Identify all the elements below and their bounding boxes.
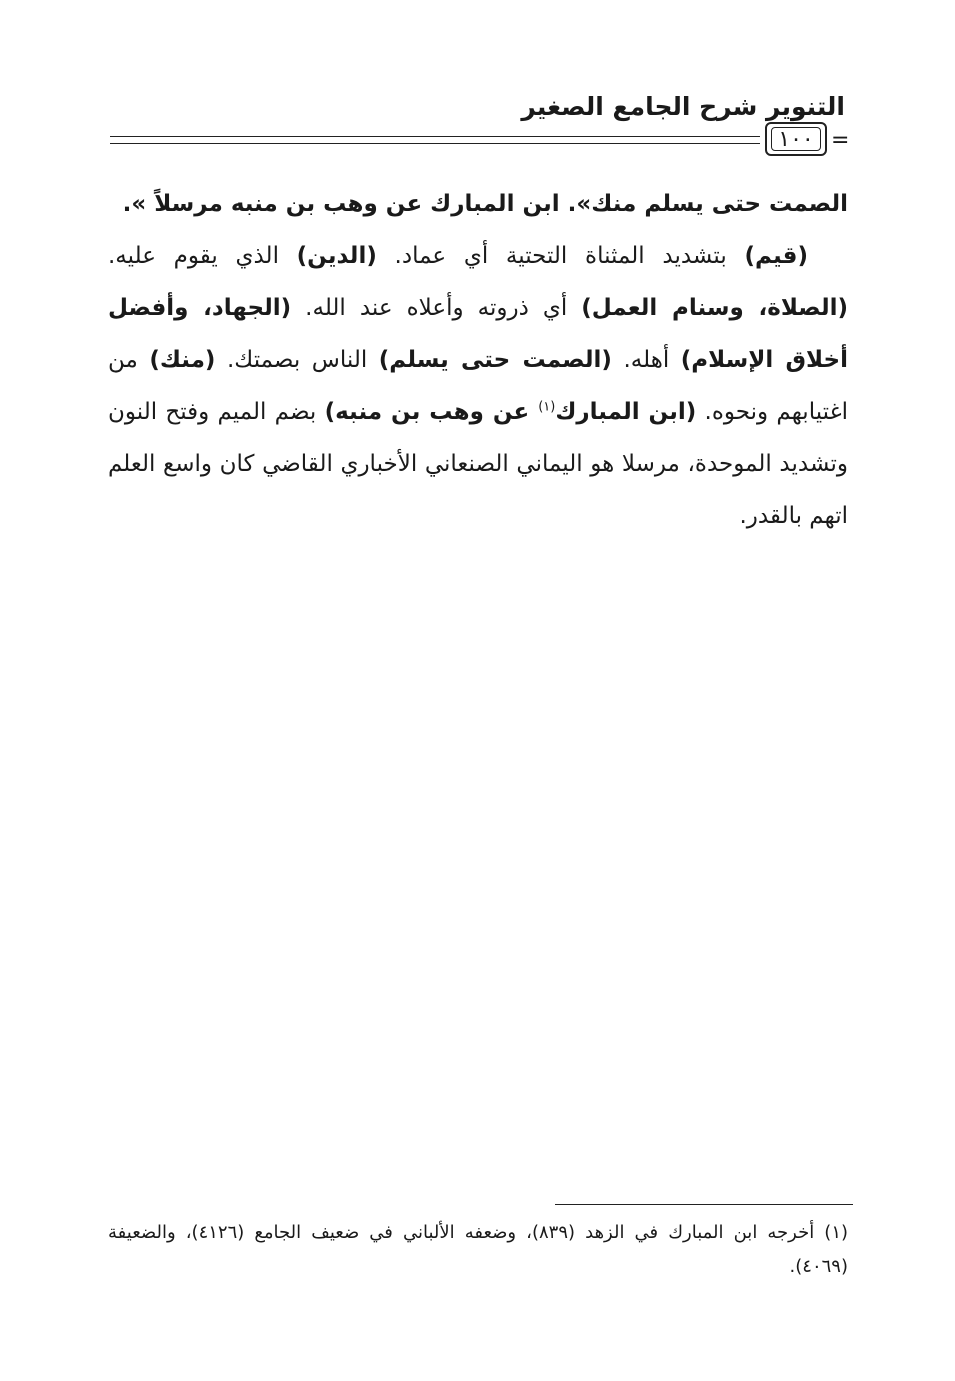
matn-quote: (الصلاة، وسنام العمل): [581, 295, 848, 321]
commentary-text: الناس بصمتك.: [215, 347, 379, 373]
matn-quote: (ابن المبارك: [555, 399, 697, 425]
commentary-text: أي ذروته وأعلاه عند الله.: [291, 295, 582, 321]
body-text: [108, 178, 848, 542]
commentary-text: من اغتيابهم ونحوه.: [108, 347, 849, 425]
header-ornament: =: [831, 128, 850, 153]
matn-quote: (الجهاد، وأفضل أخلاق الإسلام): [108, 295, 848, 373]
matn-quote: (الصمت حتى يسلم): [378, 347, 612, 373]
opening-line: الصمت حتى يسلم منك». ابن المبارك عن وهب بن منبه مرسلاً ».: [122, 191, 848, 217]
matn-quote: (الدين): [296, 243, 377, 269]
commentary-text: بتشديد المثناة التحتية أي عماد.: [376, 243, 745, 269]
commentary-paragraph: [108, 230, 848, 542]
footnote-1: (١) أخرجه ابن المبارك في الزهد (٨٣٩)، وضعفه الألباني في ضعيف الجامع (٤١٢٦)، والضعيفة (٤٠٦٩).: [108, 1222, 849, 1277]
header-rule: [110, 136, 760, 144]
commentary-text: أهله.: [611, 347, 681, 373]
page-number: ١٠٠: [765, 122, 827, 156]
matn-quote: (قيم): [744, 243, 808, 269]
running-title: التنوير شرح الجامع الصغير: [521, 92, 845, 121]
commentary-text: بضم الميم وفتح النون وتشديد الموحدة، مرسلا هو اليماني الصنعاني الأخباري القاضي كان واسع العلم اتهم بالقدر.: [108, 399, 848, 529]
footnote-rule: [555, 1204, 853, 1205]
matn-quote: (منك): [149, 347, 216, 373]
commentary-text: الذي يقوم عليه.: [108, 243, 297, 269]
matn-quote: عن وهب بن منبه): [324, 399, 539, 425]
footnote-marker: (١): [538, 399, 556, 415]
